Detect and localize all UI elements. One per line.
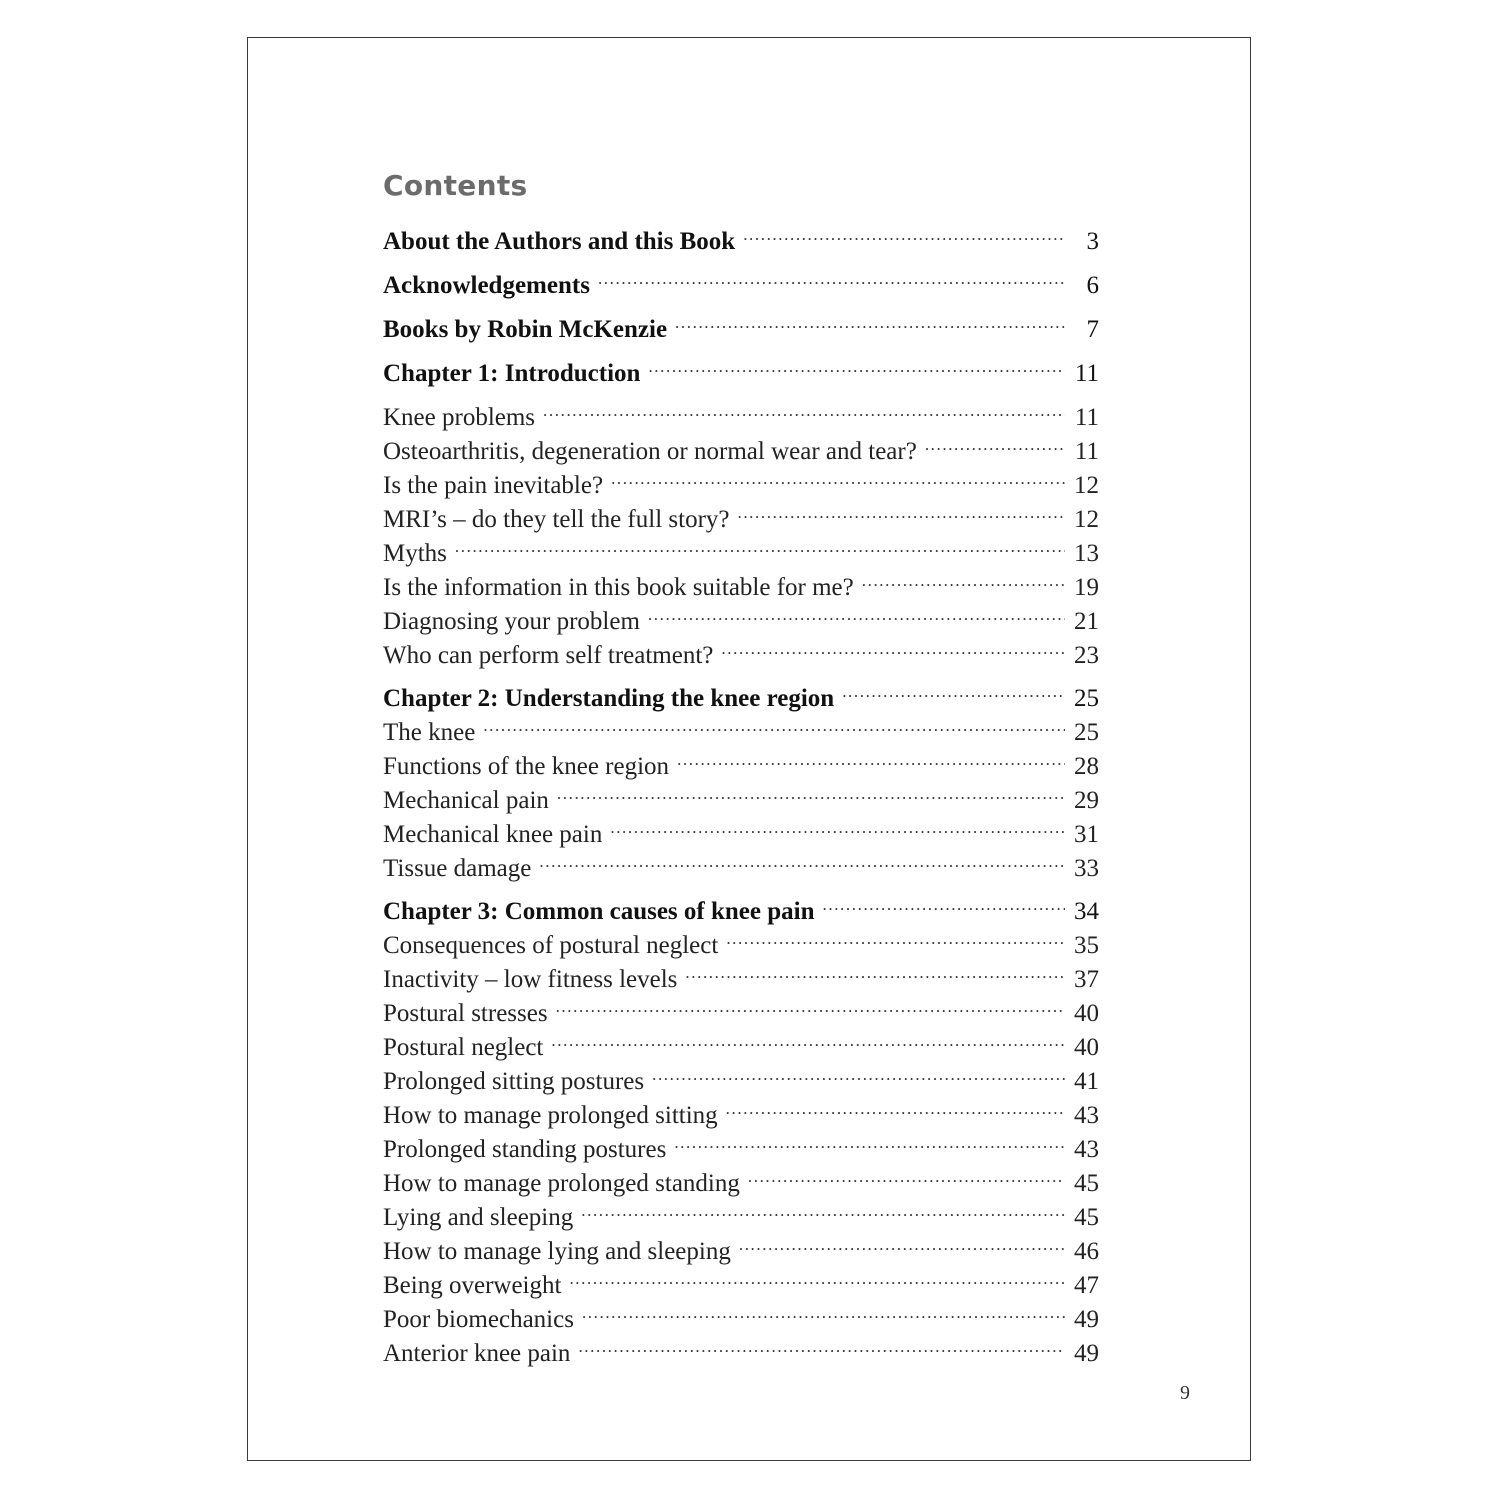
toc-entry-page: 29 [1074,787,1099,814]
toc-entry-title: Is the pain inevitable? [383,472,604,499]
toc-entry [383,1123,1099,1163]
toc-entry-title: Mechanical pain [383,787,549,814]
toc-entry-page: 45 [1074,1204,1099,1231]
toc-dot-leader [674,1123,1065,1157]
toc-entry-title: Inactivity – low fitness levels [383,966,678,993]
toc-entry-title: Acknowledgements [383,272,590,299]
toc-entry-page: 23 [1074,642,1099,669]
toc-entry-title: Tissue damage [383,855,532,882]
toc-entry-title: Chapter 1: Introduction [383,360,641,387]
toc-entry-page: 49 [1074,1340,1099,1367]
toc-dot-leader [739,1225,1065,1259]
toc-entry-title: Being overweight [383,1272,562,1299]
toc-entry-title: How to manage prolonged standing [383,1170,740,1197]
toc-entry-page: 43 [1074,1136,1099,1163]
toc-dot-leader [610,808,1065,842]
toc-entry-title: Osteoarthritis, degeneration or normal wear and tear? [383,438,917,465]
toc-entry-page: 21 [1074,608,1099,635]
toc-entry [383,459,1099,499]
toc-dot-leader [925,425,1065,459]
toc-entry [383,1327,1099,1367]
toc-entry [383,527,1099,567]
toc-entry-page: 33 [1074,855,1099,882]
toc-entry-page: 12 [1074,506,1099,533]
toc-dot-leader [483,706,1065,740]
toc-entry [383,1293,1099,1333]
toc-entry-page: 31 [1074,821,1099,848]
toc-section-entry [383,259,1099,299]
toc-entry-title: Mechanical knee pain [383,821,603,848]
toc-entry [383,595,1099,635]
toc-entry [383,842,1099,882]
contents-heading: Contents [383,169,528,202]
toc-entry [383,1157,1099,1197]
toc-entry-title: Prolonged sitting postures [383,1068,645,1095]
toc-dot-leader [675,303,1065,337]
toc-entry-page: 35 [1074,932,1099,959]
toc-entry [383,1055,1099,1095]
toc-entry-page: 11 [1074,404,1099,431]
toc-entry [383,425,1099,465]
toc-entry-title: Prolonged standing postures [383,1136,667,1163]
toc-dot-leader [726,1089,1065,1123]
toc-dot-leader [648,595,1065,629]
toc-entry-title: Consequences of postural neglect [383,932,719,959]
toc-entry-page: 47 [1074,1272,1099,1299]
toc-dot-leader [581,1191,1065,1225]
toc-entry-page: 11 [1074,360,1099,387]
toc-entry-title: About the Authors and this Book [383,228,736,255]
toc-entry-page: 46 [1074,1238,1099,1265]
toc-dot-leader [569,1259,1065,1293]
toc-section-entry [383,885,1099,925]
toc-dot-leader [611,459,1065,493]
toc-entry-title: Functions of the knee region [383,753,670,780]
toc-dot-leader [721,629,1065,663]
toc-entry-page: 28 [1074,753,1099,780]
toc-dot-leader [455,527,1065,561]
toc-entry-title: Lying and sleeping [383,1204,574,1231]
toc-entry-page: 45 [1074,1170,1099,1197]
toc-entry-title: How to manage prolonged sitting [383,1102,718,1129]
toc-entry-title: Books by Robin McKenzie [383,316,668,343]
toc-dot-leader [862,561,1065,595]
toc-section-entry [383,347,1099,387]
toc-dot-leader [737,493,1065,527]
toc-dot-leader [685,953,1065,987]
toc-dot-leader [557,774,1065,808]
toc-dot-leader [648,347,1065,381]
toc-entry-title: Who can perform self treatment? [383,642,714,669]
toc-entry-page: 11 [1074,438,1099,465]
toc-entry [383,1191,1099,1231]
toc-entry-page: 37 [1074,966,1099,993]
toc-dot-leader [748,1157,1065,1191]
page-number: 9 [1180,1382,1190,1404]
toc-section-entry [383,215,1099,255]
toc-dot-leader [743,215,1065,249]
toc-entry-title: Chapter 3: Common causes of knee pain [383,898,815,925]
toc-entry [383,1089,1099,1129]
toc-dot-leader [582,1293,1065,1327]
toc-entry-title: Diagnosing your problem [383,608,640,635]
toc-dot-leader [677,740,1065,774]
toc-dot-leader [726,919,1065,953]
toc-entry [383,391,1099,431]
toc-section-entry [383,303,1099,343]
toc-entry-page: 34 [1074,898,1099,925]
toc-dot-leader [823,885,1066,919]
toc-entry-page: 19 [1074,574,1099,601]
toc-entry [383,1259,1099,1299]
toc-entry-page: 40 [1074,1034,1099,1061]
toc-dot-leader [543,391,1065,425]
toc-entry [383,493,1099,533]
toc-entry-title: Postural stresses [383,1000,548,1027]
toc-entry-page: 25 [1074,685,1099,712]
toc-entry-title: MRI’s – do they tell the full story? [383,506,730,533]
toc-entry-page: 13 [1074,540,1099,567]
toc-entry [383,987,1099,1027]
toc-entry-page: 41 [1074,1068,1099,1095]
toc-entry-page: 12 [1074,472,1099,499]
toc-entry-title: Is the information in this book suitable for me? [383,574,854,601]
toc-entry [383,561,1099,601]
toc-dot-leader [652,1055,1065,1089]
toc-entry-page: 25 [1074,719,1099,746]
toc-dot-leader [551,1021,1065,1055]
toc-entry-title: Poor biomechanics [383,1306,574,1333]
toc-entry-title: Anterior knee pain [383,1340,571,1367]
toc-entry [383,629,1099,669]
toc-entry [383,808,1099,848]
toc-entry [383,953,1099,993]
toc-dot-leader [539,842,1065,876]
toc-entry [383,1225,1099,1265]
toc-dot-leader [578,1327,1065,1361]
toc-entry-title: Postural neglect [383,1034,544,1061]
toc-entry-title: Chapter 2: Understanding the knee region [383,685,835,712]
toc-entry-page: 6 [1086,272,1099,299]
toc-entry [383,740,1099,780]
toc-entry-title: The knee [383,719,476,746]
toc-entry-page: 43 [1074,1102,1099,1129]
toc-entry-page: 7 [1086,316,1099,343]
toc-entry-title: Myths [383,540,447,567]
toc-entry-title: How to manage lying and sleeping [383,1238,731,1265]
toc-entry [383,706,1099,746]
toc-section-entry [383,672,1099,712]
toc-entry-title: Knee problems [383,404,536,431]
toc-dot-leader [842,672,1065,706]
toc-entry [383,774,1099,814]
toc-entry [383,1021,1099,1061]
toc-dot-leader [556,987,1065,1021]
toc-entry-page: 40 [1074,1000,1099,1027]
toc-entry-page: 3 [1086,228,1099,255]
toc-dot-leader [598,259,1065,293]
toc-entry-page: 49 [1074,1306,1099,1333]
toc-entry [383,919,1099,959]
